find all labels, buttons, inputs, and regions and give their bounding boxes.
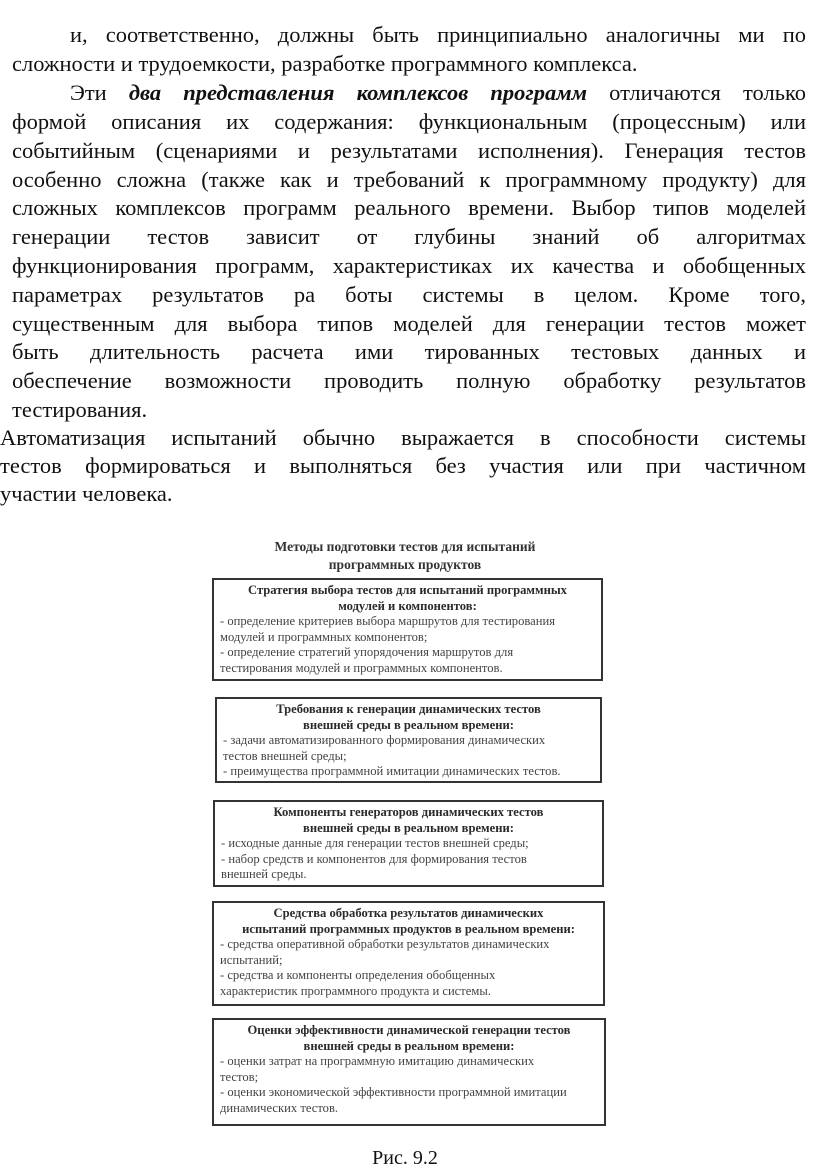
box-heading: Средства обработка результатов динамических	[273, 906, 544, 920]
paragraph-line: событийным (сценариями и результатами исполнения). Генерация тестов	[12, 138, 806, 163]
box-item: динамических тестов.	[220, 1100, 339, 1115]
diagram-box-requirements	[215, 697, 602, 783]
paragraph-line: тестирования.	[12, 397, 148, 422]
box-heading: испытаний программных продуктов в реальном времени:	[242, 921, 575, 936]
box-item: тестов;	[220, 1069, 259, 1084]
box-heading: внешней среды в реальном времени:	[303, 1038, 515, 1053]
paragraph-line	[70, 79, 806, 107]
diagram-box-strategy	[212, 578, 603, 681]
paragraph-line: параметрах результатов ра боты системы в целом. Кроме того,	[12, 282, 806, 307]
paragraph-line: Автоматизация испытаний обычно выражается в способности системы	[0, 425, 806, 450]
box-heading: Оценки эффективности динамической генерации тестов	[247, 1023, 571, 1037]
box-item: модулей и программных компонентов;	[220, 629, 428, 644]
paragraph-line: особенно сложна (также как и требований к программному продукту) для	[12, 167, 806, 192]
figure-title-line: программных продуктов	[328, 557, 482, 572]
paragraph-line: генерации тестов зависит от глубины знаний об алгоритмах	[12, 224, 806, 249]
box-item: испытаний;	[220, 952, 283, 967]
box-heading: внешней среды в реальном времени:	[303, 820, 514, 835]
box-item: - оценки экономической эффективности программной имитации	[220, 1085, 567, 1100]
figure-title	[200, 538, 610, 574]
box-heading: внешней среды в реальном времени:	[303, 717, 514, 732]
box-heading: модулей и компонентов:	[338, 598, 477, 613]
paragraph-line: функционирования программ, характеристиках их качества и обобщенных	[12, 253, 806, 278]
box-item: тестирования модулей и программных компонентов.	[220, 660, 503, 675]
text: Эти	[70, 80, 129, 105]
box-item: - задачи автоматизированного формирования динамических	[223, 733, 546, 748]
box-item: тестов внешней среды;	[223, 748, 347, 763]
paragraph-line: существенным для выбора типов моделей для генерации тестов может	[12, 311, 806, 336]
box-item: - преимущества программной имитации динамических тестов.	[223, 764, 561, 779]
box-item: характеристик программного продукта и системы.	[220, 983, 491, 998]
paragraph-line: формой описания их содержания: функциональным (процессным) или	[12, 109, 806, 134]
paragraph-line: быть длительность расчета ими тированных тестовых данных и	[12, 339, 806, 364]
paragraph-line: тестов формироваться и выполняться без участия или при частичном	[0, 453, 806, 478]
paragraph-line: сложности и трудоемкости, разработке программного комплекса.	[12, 51, 638, 76]
box-heading: Стратегия выбора тестов для испытаний программных	[248, 583, 567, 597]
box-item: - определение стратегий упорядочения маршрутов для	[220, 645, 514, 660]
paragraph-line: участии человека.	[0, 481, 173, 506]
box-item: внешней среды.	[221, 867, 307, 882]
box-item: - исходные данные для генерации тестов внешней среды;	[221, 836, 529, 851]
figure-title-line: Методы подготовки тестов для испытаний	[274, 539, 536, 554]
box-item: - оценки затрат на программную имитацию динамических	[220, 1054, 535, 1069]
box-item: - определение критериев выбора маршрутов для тестирования	[220, 614, 556, 629]
text: отличаются только	[587, 80, 806, 105]
box-item: - средства и компоненты определения обобщенных	[220, 968, 496, 983]
box-heading: Требования к генерации динамических тестов	[276, 702, 541, 716]
emphasis-text: два представления комплексов программ	[128, 80, 588, 105]
figure-caption: Рис. 9.2	[372, 1147, 438, 1169]
box-item: - средства оперативной обработки результатов динамических	[220, 937, 550, 952]
paragraph-line: обеспечение возможности проводить полную обработку результатов	[12, 368, 806, 393]
diagram-box-processing	[212, 901, 605, 1006]
paragraph-line: и, соответственно, должны быть принципиально аналогичны ми по	[70, 22, 806, 47]
diagram-box-efficiency	[212, 1018, 606, 1126]
diagram-box-components	[213, 800, 604, 887]
box-item: - набор средств и компонентов для формирования тестов	[221, 851, 527, 866]
paragraph-line: сложных комплексов программ реального времени. Выбор типов моделей	[12, 195, 806, 220]
box-heading: Компоненты генераторов динамических тестов	[273, 805, 544, 819]
